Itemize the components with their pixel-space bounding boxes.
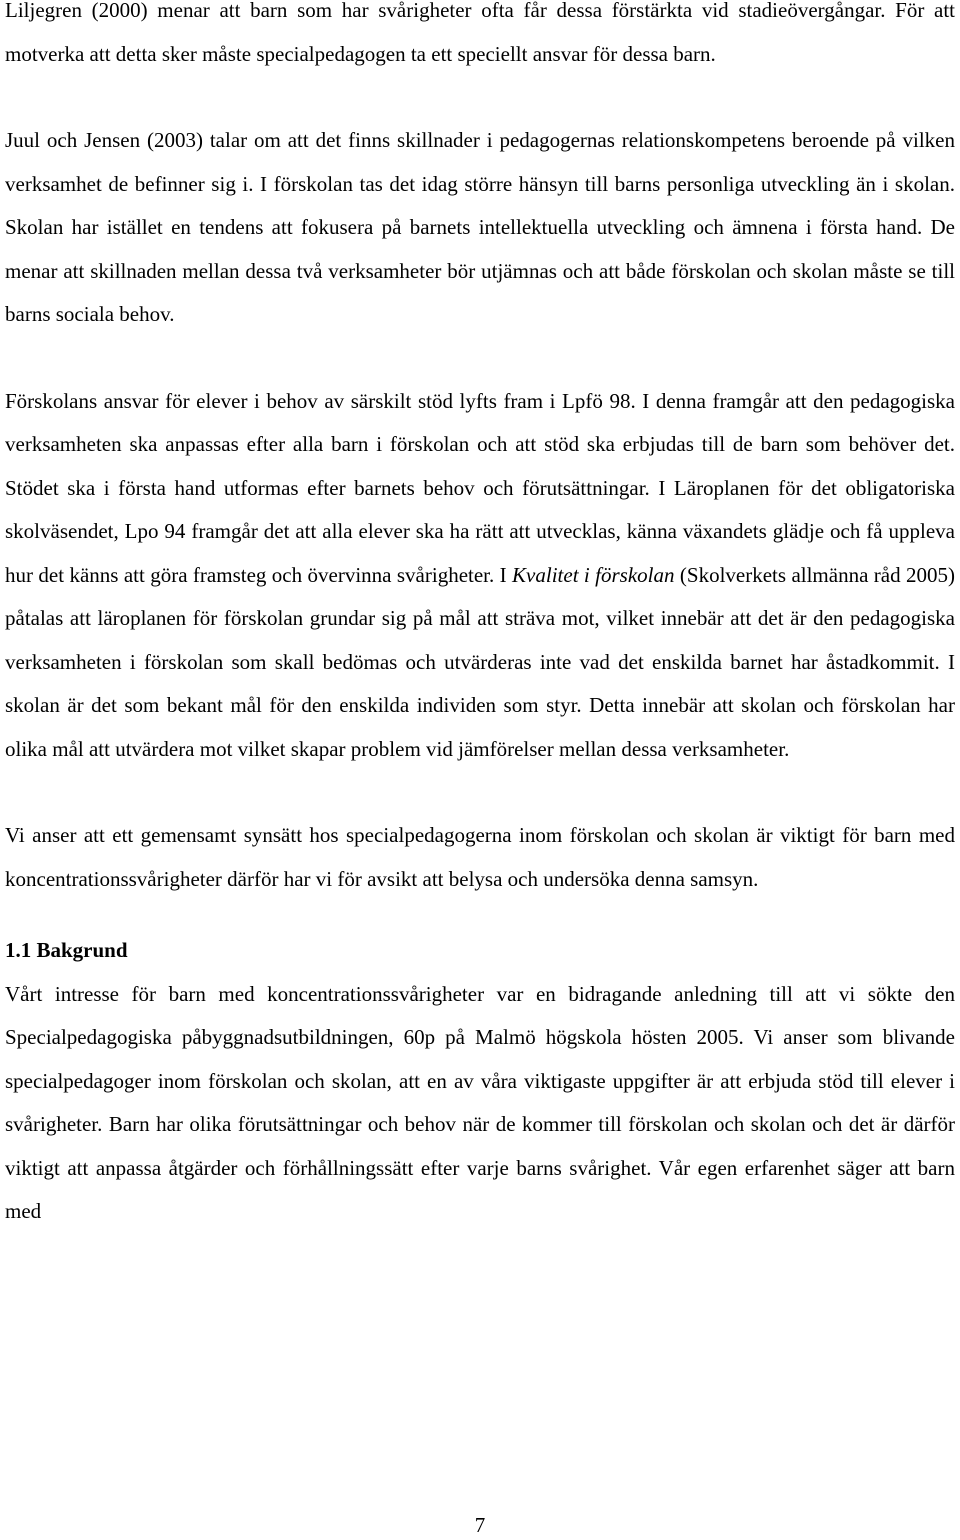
- document-page: [5, 0, 955, 1234]
- paragraph-text: (Skolverkets allmänna råd 2005) påtalas att läroplanen för förskolan grundar sig på mål att sträva mot, vilket innebär att det är den pedagogiska verksamheten i förskolan som skall bedömas och utvärderas inte vad det enskilda barnet har åstadkommit. I skolan är det som bekant mål för den enskilda individen som styr. Detta innebär att skolan och förskolan har olika mål att utvärdera mot vilket skapar problem vid jämförelser mellan dessa verksamheter.: [5, 562, 956, 761]
- paragraph-juul-jensen: Juul och Jensen (2003) talar om att det finns skillnader i pedagogernas relationskompetens beroende på vilken verksamhet de befinner sig i. I förskolan tas det idag större hänsyn till barns personliga utveckling än i skolan. Skolan har istället en tendens att fokusera på barnets intellektuella utveckling och ämnena i första hand. De menar att skillnaden mellan dessa två verksamheter bör utjämnas och att både förskolan och skolan måste se till barns sociala behov.: [5, 128, 955, 326]
- paragraph-spacer: [5, 337, 955, 380]
- paragraph-text: Förskolans ansvar för elever i behov av särskilt stöd lyfts fram i Lpfö 98. I denna framgår att den pedagogiska verksamheten ska anpassas efter alla barn i förskolan och att stöd ska erbjudas till de barn som behöver det. Stödet ska i första hand utformas efter barnets behov och förutsättningar. I Läroplanen för det obligatoriska skolväsendet, Lpo 94 framgår det att alla elever ska ha rätt att utvecklas, känna växandets glädje och få uppleva hur det känns att göra framsteg och övervinna svårigheter. I: [5, 388, 955, 587]
- paragraph-bakgrund: Vårt intresse för barn med koncentrationssvårigheter var en bidragande anledning till att vi sökte den Specialpedagogiska påbyggnadsutbildningen, 60p på Malmö högskola hösten 2005. Vi anser som blivande specialpedagoger inom förskolan och skolan, att en av våra viktigaste uppgifter är att erbjuda stöd till elever i svårigheter. Barn har olika förutsättningar och behov när de kommer till förskolan och skolan och det är därför viktigt att anpassa åtgärder och förhållningssätt efter varje barns svårighet. Vår egen erfarenhet säger att barn med: [5, 981, 955, 1223]
- section-heading: 1.1 Bakgrund: [5, 938, 128, 962]
- paragraph-spacer: [5, 901, 955, 929]
- paragraph-spacer: [5, 771, 955, 814]
- book-title-italic: Kvalitet i förskolan: [512, 562, 675, 587]
- paragraph-forskolans-ansvar: [5, 380, 955, 772]
- paragraph-liljegren: Liljegren (2000) menar att barn som har svårigheter ofta får dessa förstärkta vid stadieövergångar. För att motverka att detta sker måste specialpedagogen ta ett speciellt ansvar för dessa barn.: [5, 0, 955, 66]
- paragraph-spacer: [5, 76, 955, 119]
- page-number: 7: [474, 1513, 486, 1537]
- paragraph-gemensamt-synsatt: Vi anser att ett gemensamt synsätt hos specialpedagogerna inom förskolan och skolan är viktigt för barn med koncentrationssvårigheter därför har vi för avsikt att belysa och undersöka denna samsyn.: [5, 823, 955, 891]
